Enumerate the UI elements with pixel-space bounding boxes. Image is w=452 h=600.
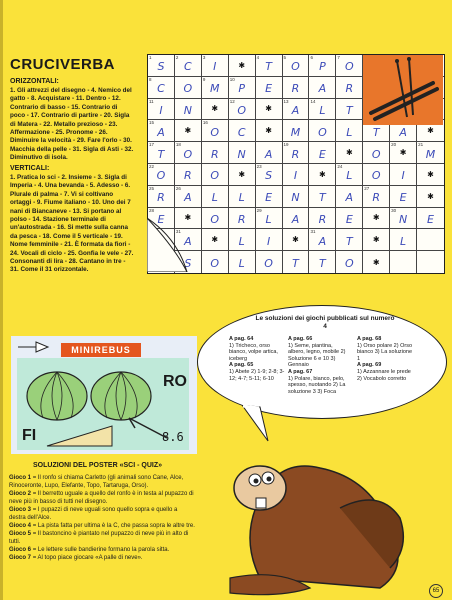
crossword-cell[interactable]: [417, 229, 444, 251]
horizontal-clues: 1. Gli attrezzi del disegno - 4. Nemico del gatto - 8. Acquistare - 11. Dentro - 12. Contrario di basso - 15. Contrario di poco - 17. Contrario di partire - 20. Sigla di Matera - 22. Metallo prezioso - 23. Affermazione - 25. Pronome - 26. Diminuire la velocità - 29. Fare l'orlo - 30. Macchia della pelle - 31. Sigla di Asti - 32. Diminutivo di isola.: [10, 87, 134, 162]
crossword-cell[interactable]: [148, 77, 175, 99]
cell-letter: O: [156, 169, 166, 183]
cell-number: 11: [149, 98, 154, 104]
crossword-cell[interactable]: [256, 229, 283, 251]
cell-letter: O: [371, 169, 381, 183]
cell-letter: L: [265, 212, 272, 226]
crossword-cell[interactable]: [256, 99, 283, 121]
cell-letter: R: [345, 82, 354, 96]
cell-letter: T: [345, 234, 353, 248]
crossword-cell[interactable]: [283, 164, 310, 186]
cell-letter: R: [237, 212, 246, 226]
cell-letter: T: [319, 191, 326, 205]
cell-letter: T: [157, 147, 165, 161]
bubble-heading: Le soluzioni dei giochi pubblicati sul numero 4: [255, 315, 395, 330]
crossword-cell[interactable]: [202, 208, 229, 230]
crossword-cell[interactable]: [229, 99, 256, 121]
black-square-marker: ✱: [265, 104, 272, 114]
cell-letter: S: [265, 169, 273, 183]
cell-letter: E: [318, 147, 326, 161]
rebus-label-right: RO: [163, 373, 187, 390]
crossword-cell[interactable]: [336, 77, 363, 99]
crossword-cell[interactable]: [202, 55, 229, 77]
solution-item: Gioco 4 = La pista fatta per ultima è la C, che passa sopra le altre tre.: [9, 523, 195, 529]
cell-letter: E: [345, 212, 353, 226]
crossword-cell[interactable]: [148, 142, 175, 164]
cell-letter: A: [345, 191, 354, 205]
cell-letter: C: [157, 82, 165, 96]
cell-letter: M: [290, 125, 301, 139]
crossword-cell[interactable]: [229, 208, 256, 230]
cell-letter: I: [159, 103, 163, 117]
solution-item: Gioco 3 = I pupazzi di neve uguali sono quello sopra e quello a destra dell'Alce.: [9, 507, 178, 521]
black-square-marker: ✱: [427, 191, 434, 201]
crossword-cell[interactable]: [175, 164, 202, 186]
cell-letter: O: [210, 125, 220, 139]
crossword-cell[interactable]: [336, 99, 363, 121]
crossword-cell[interactable]: [336, 164, 363, 186]
cell-letter: O: [318, 125, 327, 139]
cell-letter: O: [371, 147, 381, 161]
black-square-marker: ✱: [319, 169, 326, 179]
bubble-col-3: A pag. 68 1) Orso polare 2) Orso bianco 3) La soluzione 1 A pag. 69 1) Azzannare le prede 2) Vocabolo corretto: [357, 336, 413, 382]
cell-letter: N: [291, 191, 300, 205]
crossword-cell[interactable]: [202, 142, 229, 164]
crossword-cell[interactable]: [390, 142, 417, 164]
cell-letter: L: [238, 191, 245, 205]
cell-number: 21: [418, 142, 424, 148]
crossword-cell[interactable]: [417, 208, 444, 230]
crossword-cell[interactable]: [256, 251, 283, 273]
cell-number: 1: [149, 55, 152, 60]
crossword-cell[interactable]: [309, 120, 336, 142]
cell-letter: C: [237, 125, 246, 139]
bubble-col-1: A pag. 64 1) Tricheco, orso bianco, volpe artica, iceberg A pag. 65 1) Abete 2) 1-9; 2-8; 3-12; 4-7; 5-11; 6-10: [229, 336, 285, 382]
crossword-cell[interactable]: [336, 120, 363, 142]
crossword-cell[interactable]: [309, 77, 336, 99]
crossword-cell[interactable]: [148, 55, 175, 77]
crossword-cell[interactable]: [148, 186, 175, 208]
black-square-marker: ✱: [372, 257, 380, 267]
cell-letter: E: [427, 212, 434, 226]
crossword-cell[interactable]: [390, 251, 417, 273]
crossword-cell[interactable]: [202, 186, 229, 208]
crossword-cell[interactable]: [202, 120, 229, 142]
black-square-marker: ✱: [372, 213, 380, 223]
crossword-cell[interactable]: [229, 229, 256, 251]
crossword-cell[interactable]: [309, 99, 336, 121]
solutions-list: [9, 474, 195, 562]
cell-letter: R: [318, 212, 327, 226]
crossword-cell[interactable]: [363, 142, 390, 164]
cell-letter: T: [265, 60, 272, 74]
crossword-cell[interactable]: [256, 142, 283, 164]
crossword-cell[interactable]: [202, 77, 229, 99]
cell-letter: P: [238, 82, 245, 96]
solution-item: Gioco 5 = Il bastoncino è piantato nel pupazzo di neve più in alto di tutti.: [9, 531, 189, 545]
cell-number: 6: [310, 55, 313, 60]
crossword-cell[interactable]: [417, 142, 444, 164]
cell-letter: A: [184, 234, 192, 248]
crossword-cell[interactable]: [363, 164, 390, 186]
cell-number: 16: [202, 120, 208, 126]
cell-letter: L: [238, 257, 245, 271]
black-square-marker: ✱: [372, 235, 380, 245]
cell-number: 14: [310, 98, 316, 104]
crossword-cell[interactable]: [336, 142, 363, 164]
ski-illustration: [363, 55, 443, 125]
cell-number: 8: [149, 76, 152, 82]
crossword-cell[interactable]: [202, 229, 229, 251]
crossword-cell[interactable]: [336, 251, 363, 273]
crossword-cell[interactable]: [283, 99, 310, 121]
black-square-marker: ✱: [292, 235, 299, 245]
solution-item: Gioco 1 = Il ronfo si chiama Carletto (gli animali sono Cane, Alce, Rinoceronte, Lupo, Elefante, Topo, Tartaruga, Orso).: [9, 475, 184, 489]
cell-letter: R: [291, 147, 300, 161]
cell-letter: P: [319, 60, 326, 74]
cell-letter: I: [213, 60, 217, 74]
cell-number: 26: [175, 185, 181, 191]
crossword-cell[interactable]: [229, 120, 256, 142]
cell-letter: I: [401, 169, 405, 183]
crossword-cell[interactable]: [175, 77, 202, 99]
cell-letter: A: [318, 82, 327, 96]
crossword-cell[interactable]: [148, 99, 175, 121]
solution-item: Gioco 7 = Al topo piace giocare «A palle di neve».: [9, 555, 143, 561]
crossword-cell[interactable]: [390, 229, 417, 251]
crossword-cell[interactable]: [229, 164, 256, 186]
crossword-cell[interactable]: [229, 77, 256, 99]
cell-letter: O: [264, 257, 273, 271]
cell-letter: A: [264, 147, 273, 161]
cell-letter: N: [183, 103, 192, 117]
cell-number: 30: [391, 207, 397, 213]
cell-number: 7: [337, 55, 340, 60]
crossword-cell[interactable]: [256, 55, 283, 77]
crossword-cell[interactable]: [256, 164, 283, 186]
crossword-cell[interactable]: [256, 186, 283, 208]
cell-letter: O: [344, 60, 354, 74]
cell-letter: O: [183, 147, 193, 161]
cell-number: 19: [283, 142, 289, 148]
cell-letter: O: [210, 257, 220, 271]
crossword-cell[interactable]: [363, 229, 390, 251]
black-square-marker: ✱: [427, 126, 434, 136]
crossword-cell[interactable]: [309, 55, 336, 77]
rebus-title: MINIREBUS: [61, 343, 141, 357]
cell-letter: O: [210, 169, 220, 183]
crossword-cell[interactable]: [390, 186, 417, 208]
cell-number: 18: [175, 142, 181, 148]
cell-letter: L: [319, 103, 326, 117]
crossword-cell[interactable]: [283, 229, 310, 251]
cell-letter: A: [291, 212, 300, 226]
puzzle-title: CRUCIVERBA: [10, 56, 116, 73]
cell-letter: R: [372, 191, 381, 205]
crossword-cell[interactable]: [283, 142, 310, 164]
cell-letter: L: [211, 191, 218, 205]
cell-letter: O: [183, 82, 193, 96]
solutions-title: SOLUZIONI DEL POSTER «SCI - QUIZ»: [33, 462, 162, 469]
black-square-marker: ✱: [265, 126, 272, 136]
black-square-marker: ✱: [211, 235, 219, 245]
cell-number: 5: [283, 55, 287, 60]
cell-letter: R: [291, 82, 300, 96]
crossword-cell[interactable]: [336, 208, 363, 230]
cell-letter: A: [157, 125, 165, 139]
crossword-cell[interactable]: [417, 164, 444, 186]
crossword-cell[interactable]: [363, 251, 390, 273]
cell-letter: M: [425, 147, 436, 161]
cell-number: 29: [256, 207, 262, 213]
cell-letter: E: [157, 212, 165, 226]
black-square-marker: ✱: [211, 104, 219, 114]
crossword-cell[interactable]: [417, 251, 444, 273]
page-curl-icon: [147, 218, 195, 272]
hand-pointer-icon: [16, 338, 50, 356]
rebus-label-left: FI: [22, 427, 37, 444]
cell-letter: E: [399, 191, 407, 205]
cell-letter: T: [292, 257, 299, 271]
crossword-cell[interactable]: [309, 229, 336, 251]
cell-letter: M: [210, 82, 220, 96]
crossword-cell[interactable]: [336, 186, 363, 208]
crossword-cell[interactable]: [175, 186, 202, 208]
cell-number: 13: [283, 98, 289, 104]
horizontal-heading: ORIZZONTALI:: [10, 78, 59, 85]
cell-number: 28: [149, 207, 155, 213]
cell-number: 24: [337, 163, 343, 169]
crossword-cell[interactable]: [309, 164, 336, 186]
crossword-cell[interactable]: [148, 164, 175, 186]
bubble-col-2: A pag. 66 1) Seme, piantina, albero, legno, mobile 2) Soluzione 6 e 10 3) Gennaio A pag. 67 1) Polare, bianco, pelo, spesso, nuotando 2) La soluzione 3 3) Foca: [288, 336, 346, 395]
cell-number: 15: [149, 120, 155, 126]
crossword-cell[interactable]: [202, 99, 229, 121]
black-square-marker: ✱: [345, 148, 353, 158]
cell-letter: T: [319, 257, 326, 271]
crossword-cell[interactable]: [309, 251, 336, 273]
crossword-cell[interactable]: [229, 142, 256, 164]
crossword-cell[interactable]: [229, 55, 256, 77]
crossword-cell[interactable]: [256, 77, 283, 99]
crossword-cell[interactable]: [256, 208, 283, 230]
crossword-cell[interactable]: [309, 186, 336, 208]
crossword-cell[interactable]: [175, 142, 202, 164]
crossword-cell[interactable]: [309, 142, 336, 164]
solution-item: Gioco 2 = Il berretto uguale a quello del ronfo è in testa al pupazzo di neve più in basso di tutti nel disegno.: [9, 491, 194, 505]
crossword-cell[interactable]: [283, 55, 310, 77]
crossword-cell[interactable]: [363, 186, 390, 208]
crossword-cell[interactable]: [148, 120, 175, 142]
cell-letter: I: [293, 169, 298, 183]
cell-letter: A: [399, 125, 407, 139]
crossword-cell[interactable]: [175, 99, 202, 121]
vertical-heading: VERTICALI:: [10, 165, 50, 172]
page-number: 65: [429, 584, 443, 598]
cell-number: 27: [364, 185, 370, 191]
cell-letter: L: [346, 169, 353, 183]
cell-number: 4: [256, 55, 260, 60]
black-square-marker: ✱: [238, 169, 246, 179]
cell-number: 20: [391, 142, 397, 148]
crossword-cell[interactable]: [283, 208, 310, 230]
cell-number: 3: [202, 55, 206, 60]
cell-letter: R: [157, 191, 165, 205]
cell-number: 2: [175, 55, 179, 60]
cell-letter: I: [266, 234, 271, 248]
cell-letter: N: [399, 212, 408, 226]
crossword-cell[interactable]: [390, 208, 417, 230]
crossword-cell[interactable]: [283, 77, 310, 99]
crossword-cell[interactable]: [417, 186, 444, 208]
crossword-cell[interactable]: [202, 251, 229, 273]
crossword-cell[interactable]: [363, 208, 390, 230]
cell-number: 23: [256, 163, 262, 169]
crossword-cell[interactable]: [309, 208, 336, 230]
beaver-illustration: [220, 428, 420, 598]
cell-letter: S: [157, 60, 165, 74]
cell-number: 25: [149, 185, 155, 191]
cell-letter: O: [344, 257, 354, 271]
cell-letter: A: [184, 191, 192, 205]
black-square-marker: ✱: [238, 60, 246, 70]
crossword-cell[interactable]: [175, 120, 202, 142]
crossword-cell[interactable]: [229, 251, 256, 273]
cell-letter: A: [318, 234, 327, 248]
black-square-marker: ✱: [399, 148, 407, 158]
cell-letter: L: [238, 234, 245, 248]
cell-number: 22: [149, 163, 155, 169]
cell-letter: T: [345, 103, 353, 117]
crossword-cell[interactable]: [283, 251, 310, 273]
vertical-clues: 1. Pratica lo sci - 2. Insieme - 3. Sigla di Imperia - 4. Una bevanda - 5. Adesso - 6. Plurale di palma - 7. Vi si coltivano ortaggi - 9. Fiume italiano - 10. Uno dei 7 nani di Biancaneve - 13. Si portano al polso - 14. Stazione terminale di un'autostrada - 16. Si mette sulla canna da pesca - 18. Come il 5 verticale - 19. Nome femminile - 21. È formata da fiori - 24. Vocali di ciclo - 25. Gonfia le vele - 27. Consonanti di lira - 28. Cantano in tre - 31. Come il 31 orizzontale.: [10, 174, 134, 274]
crossword-cell[interactable]: [202, 164, 229, 186]
cell-letter: E: [265, 82, 273, 96]
cell-number: 9: [202, 76, 206, 82]
page-edge: [0, 0, 3, 600]
black-square-marker: ✱: [184, 126, 192, 136]
cell-letter: E: [265, 191, 273, 205]
crossword-cell[interactable]: [229, 186, 256, 208]
crossword-cell[interactable]: [390, 164, 417, 186]
crossword-cell[interactable]: [283, 186, 310, 208]
rebus-number: 8.6: [162, 430, 184, 444]
cell-letter: L: [400, 234, 407, 248]
skis-icon: [363, 55, 443, 125]
cell-number: 17: [149, 142, 155, 148]
black-square-marker: ✱: [184, 213, 192, 223]
cell-letter: S: [184, 257, 192, 271]
cell-letter: O: [210, 212, 220, 226]
solution-item: Gioco 6 = Le lettere sulle bandierine formano la parola sitta.: [9, 547, 170, 553]
cell-letter: R: [210, 147, 219, 161]
cell-number: 12: [229, 98, 235, 104]
cell-letter: A: [291, 103, 300, 117]
cell-number: 10: [229, 76, 235, 82]
crossword-cell[interactable]: [256, 120, 283, 142]
cell-number: 31: [175, 229, 181, 235]
cell-letter: T: [372, 125, 380, 139]
cell-number: 31: [310, 229, 316, 235]
cell-letter: O: [237, 103, 246, 117]
cell-letter: N: [237, 147, 246, 161]
crossword-cell[interactable]: [175, 55, 202, 77]
crossword-cell[interactable]: [283, 120, 310, 142]
cell-letter: O: [291, 60, 300, 74]
cell-letter: R: [184, 169, 192, 183]
cell-letter: C: [184, 60, 192, 74]
crossword-cell[interactable]: [336, 229, 363, 251]
crossword-cell[interactable]: [336, 55, 363, 77]
cell-letter: L: [346, 125, 353, 139]
black-square-marker: ✱: [427, 169, 434, 179]
